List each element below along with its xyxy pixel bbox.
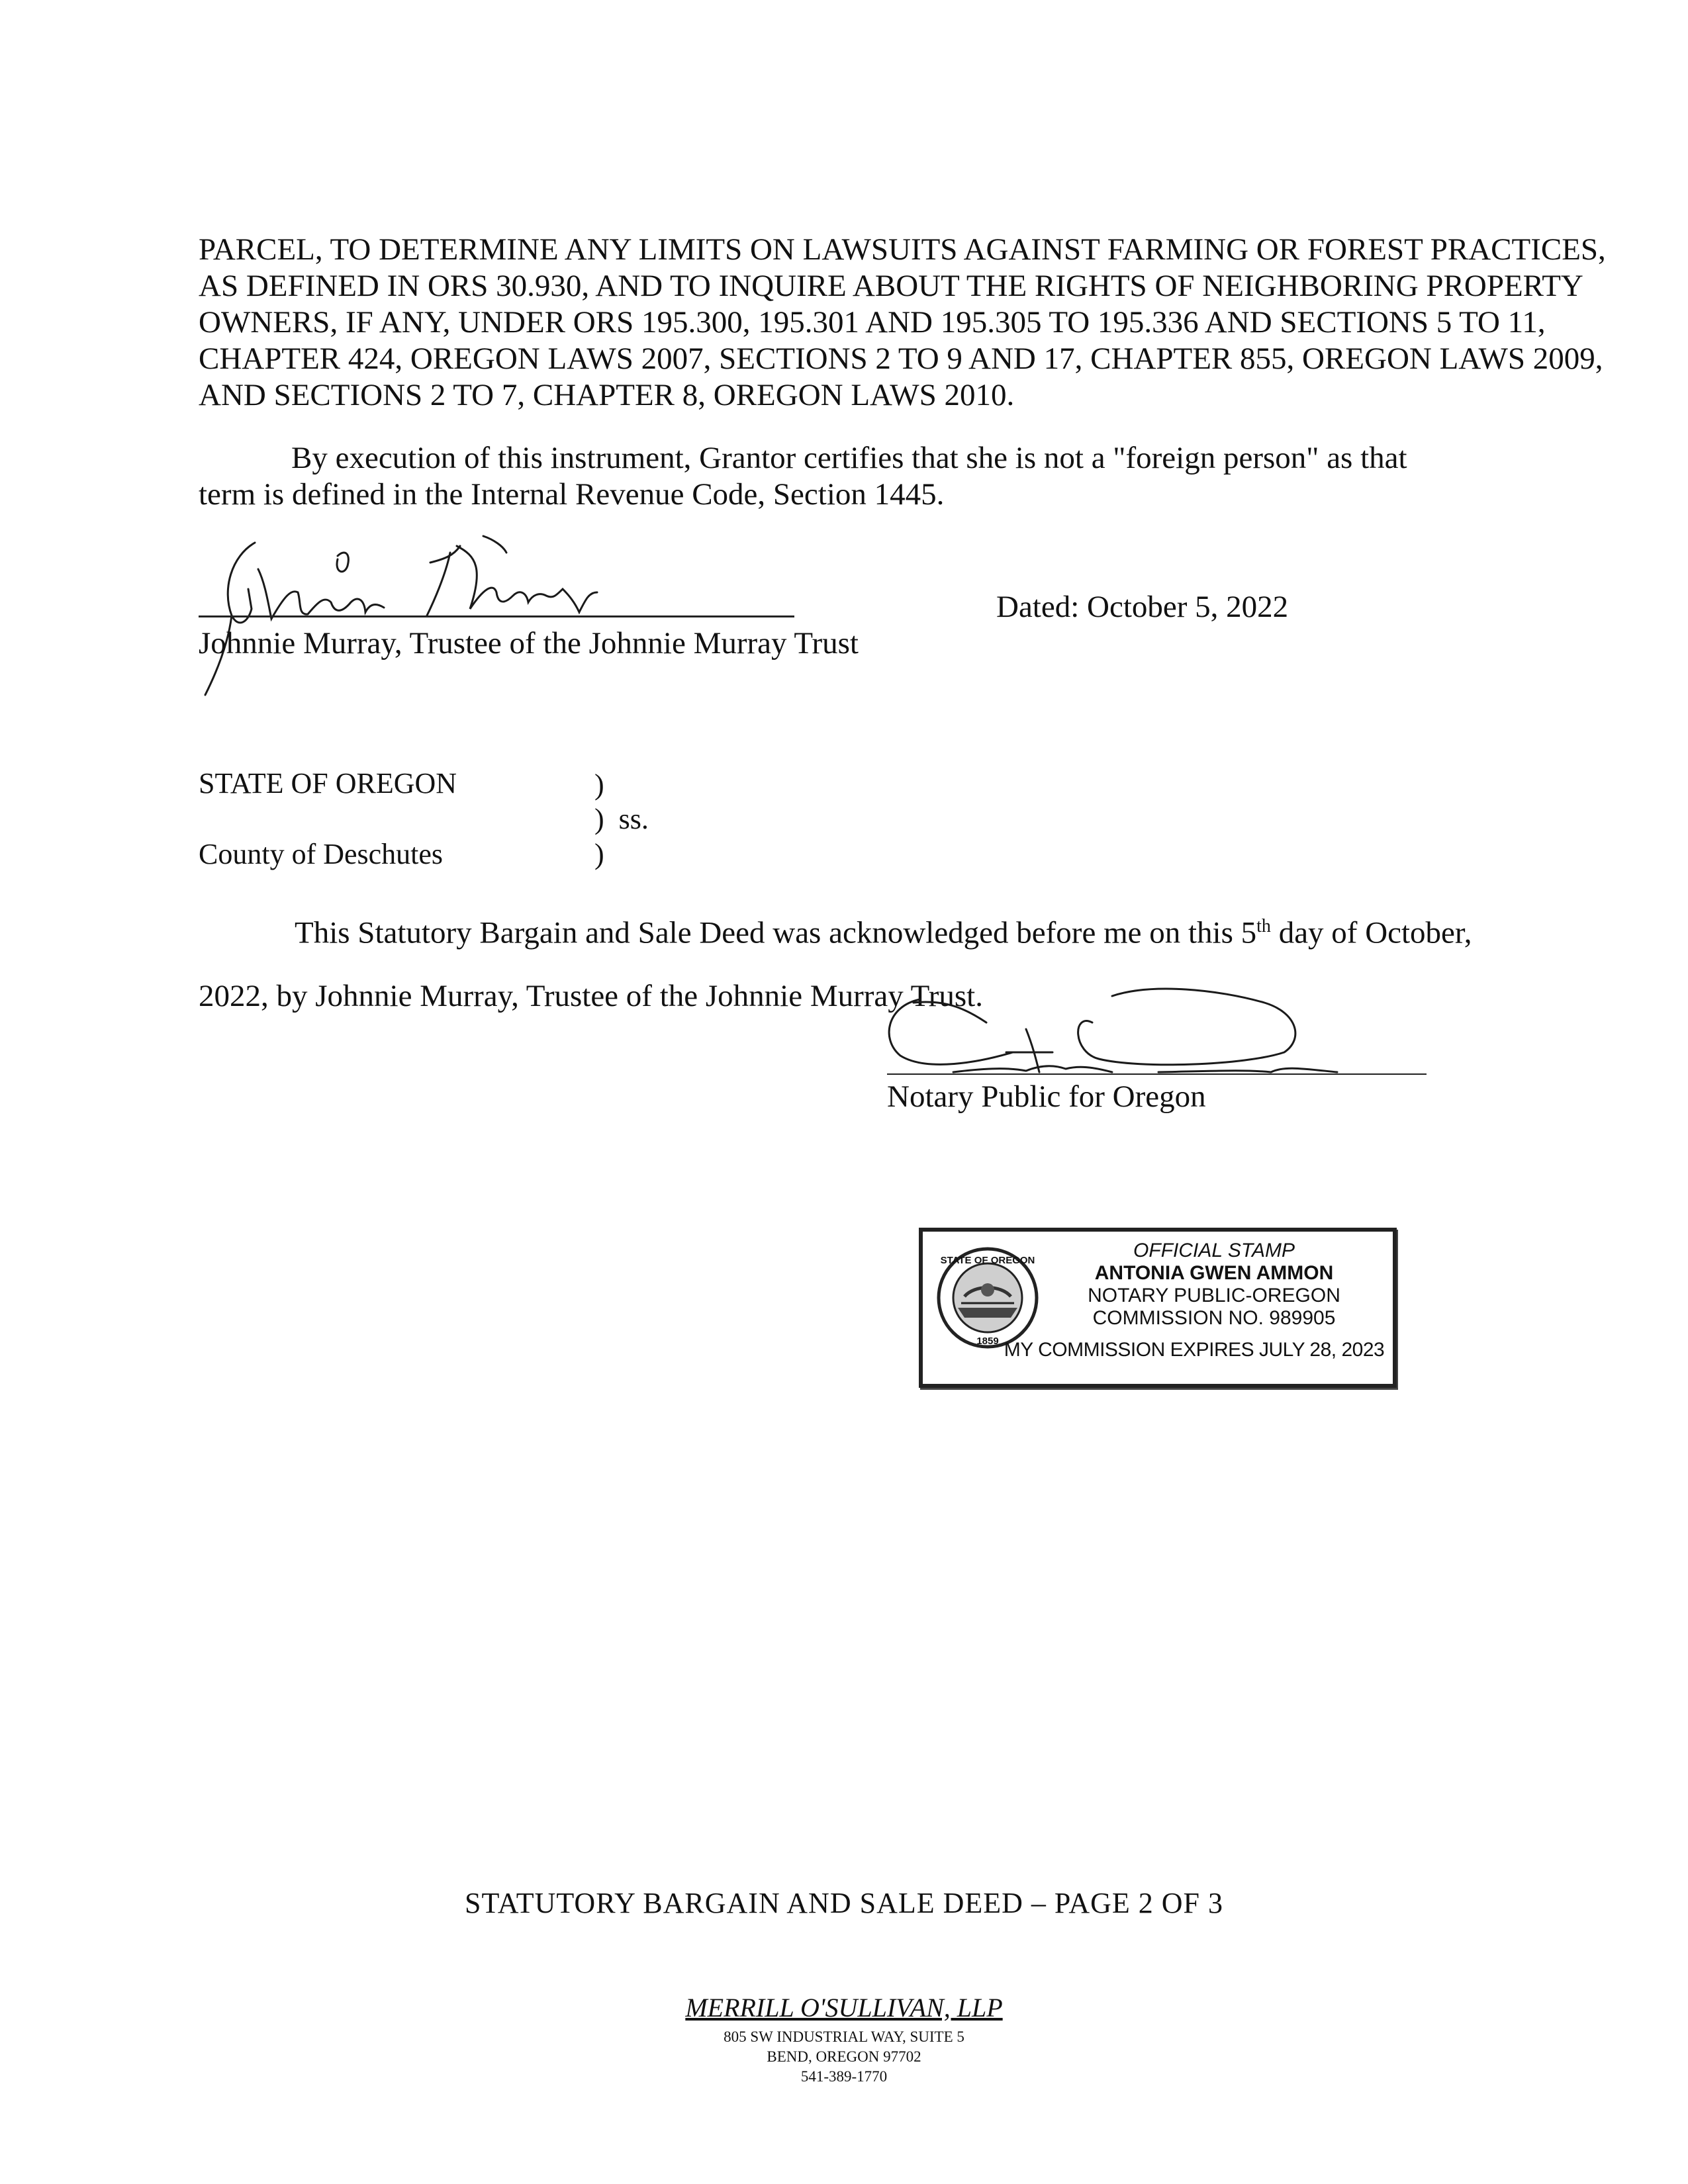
stamp-commission-number: COMMISSION NO. 989905 <box>1092 1307 1336 1329</box>
seal-state-text: STATE OF OREGON <box>940 1255 1035 1266</box>
notary-caption: Notary Public for Oregon <box>887 1079 1206 1114</box>
firm-phone: 541-389-1770 <box>800 2068 888 2085</box>
legal-text-line: OWNERS, IF ANY, UNDER ORS 195.300, 195.301 AND 195.305 TO 195.336 AND SECTIONS 5 TO 11, <box>199 305 1546 340</box>
official-stamp <box>919 1228 1397 1388</box>
legal-text-line: AND SECTIONS 2 TO 7, CHAPTER 8, OREGON LAWS 2010. <box>199 378 1015 412</box>
legal-text-block <box>199 232 1606 414</box>
law-firm-name: MERRILL O'SULLIVAN, LLP <box>685 1993 1003 2023</box>
certification-paragraph <box>199 440 1496 513</box>
acknowledgment-text: day of October, <box>1270 915 1472 950</box>
venue-county: County of Deschutes <box>199 838 444 870</box>
venue-state: STATE OF OREGON <box>199 767 457 799</box>
ordinal-suffix: th <box>1256 916 1271 936</box>
notary-signature <box>874 973 1403 1085</box>
firm-address-line: BEND, OREGON 97702 <box>767 2048 921 2065</box>
dated-text: Dated: October 5, 2022 <box>996 590 1289 624</box>
certification-line: By execution of this instrument, Grantor certifies that she is not a "foreign person" as that <box>291 441 1407 475</box>
legal-text-line: PARCEL, TO DETERMINE ANY LIMITS ON LAWSUITS AGAINST FARMING OR FOREST PRACTICES, <box>199 232 1606 267</box>
firm-address-line: 805 SW INDUSTRIAL WAY, SUITE 5 <box>724 2028 964 2045</box>
acknowledgment-line-1 <box>295 908 1472 952</box>
venue-ss: ) ss. <box>594 803 649 835</box>
signer-caption: Johnnie Murray, Trustee of the Johnnie Murray Trust <box>199 626 859 660</box>
page-footer-title: STATUTORY BARGAIN AND SALE DEED – PAGE 2 OF 3 <box>464 1887 1224 1919</box>
acknowledgment-line-2: 2022, by Johnnie Murray, Trustee of the Johnnie Murray Trust. <box>199 979 983 1013</box>
venue-paren: ) <box>594 768 604 801</box>
notary-signature-line <box>887 1073 1427 1075</box>
legal-text-line: CHAPTER 424, OREGON LAWS 2007, SECTIONS 2 TO 9 AND 17, CHAPTER 855, OREGON LAWS 2009, <box>199 341 1603 376</box>
stamp-title: OFFICIAL STAMP <box>1133 1240 1295 1261</box>
stamp-notary-name: ANTONIA GWEN AMMON <box>1094 1262 1334 1284</box>
acknowledgment-text: This Statutory Bargain and Sale Deed was acknowledged before me on this 5 <box>295 915 1257 950</box>
grantor-signature-line <box>199 615 794 617</box>
legal-text-line: AS DEFINED IN ORS 30.930, AND TO INQUIRE ABOUT THE RIGHTS OF NEIGHBORING PROPERTY <box>199 269 1583 303</box>
seal-year-text: 1859 <box>976 1336 999 1347</box>
stamp-expiration: MY COMMISSION EXPIRES JULY 28, 2023 <box>1004 1339 1385 1361</box>
state-seal <box>935 1245 1041 1351</box>
venue-paren: ) <box>594 838 604 870</box>
certification-line: term is defined in the Internal Revenue Code, Section 1445. <box>199 477 945 512</box>
stamp-notary-title: NOTARY PUBLIC-OREGON <box>1088 1285 1340 1306</box>
